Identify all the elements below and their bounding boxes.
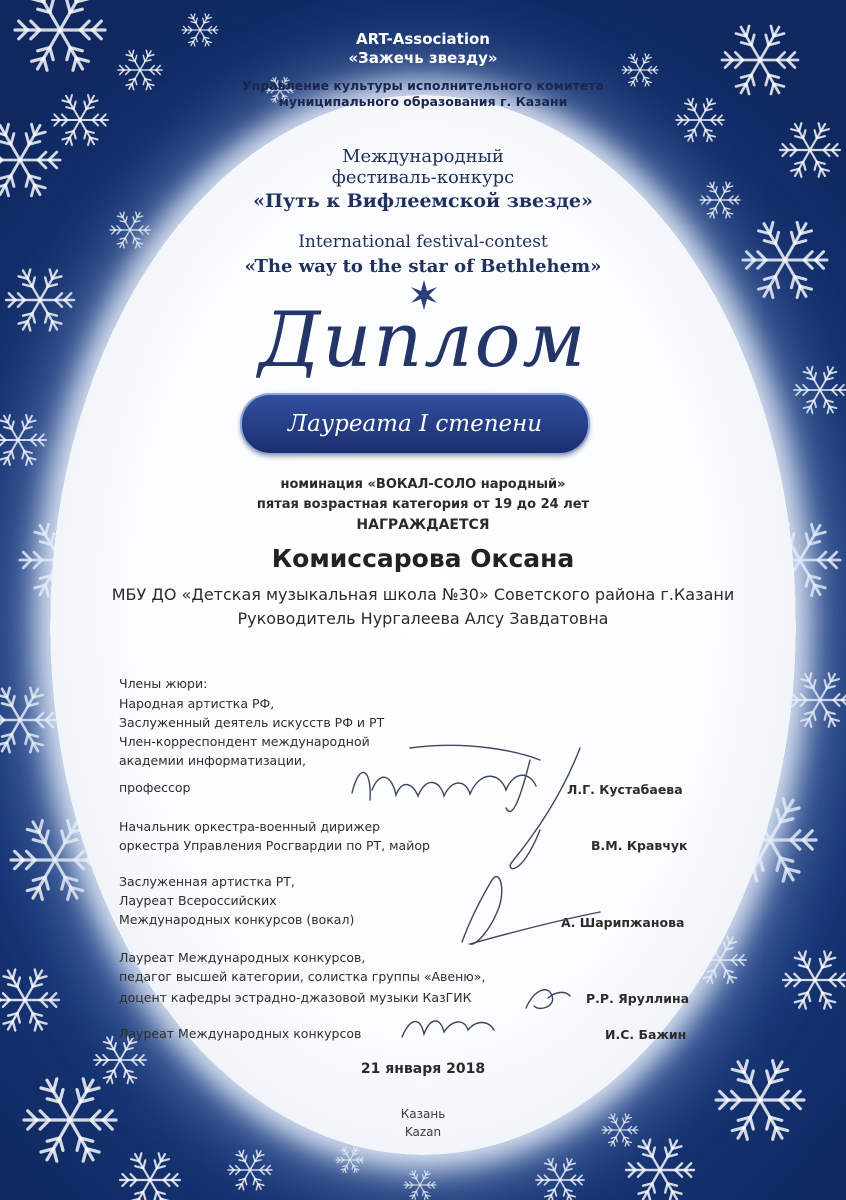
jury-member-2-line1: Начальник оркестра-военный дирижер [119,819,381,834]
school-name: МБУ ДО «Детская музыкальная школа №30» Советского района г.Казани [111,585,735,604]
degree-badge: Лауреата I степени [240,393,590,455]
jury-member-1-line2: Заслуженный деятель искусств РФ и РТ [119,715,385,730]
jury-member-1-line4: академии информатизации, [119,753,306,768]
jury-member-5-name: И.С. Бажин [605,1027,687,1042]
jury-member-4-line3: доцент кафедры эстрадно-джазовой музыки КазГИК [119,990,472,1005]
jury-member-3-line3: Международных конкурсов (вокал) [119,912,355,927]
jury-member-3-name: А. Шарипжанова [561,915,685,930]
diploma-title: Диплом [258,295,588,384]
snowflake-icon [120,1153,180,1200]
leader-name: Руководитель Нургалеева Алсу Завдатовна [237,609,609,628]
festival-en-title: «The way to the star of Bethlehem» [244,256,602,277]
jury-member-1-line3: Член-корреспондент международной [119,734,370,749]
snowflake-icon [790,673,846,727]
snowflake-icon [228,1150,272,1189]
jury-member-2-line2: оркестра Управления Росгвардии по РТ, майор [119,838,430,853]
recipient-name: Комиссарова Оксана [271,544,575,573]
festival-ru-line2: фестиваль-конкурс [331,167,515,188]
festival-en-line1: International festival-contest [298,232,548,252]
jury-member-4-name: Р.Р. Яруллина [586,991,690,1006]
snowflake-icon [0,688,56,752]
snowflake-icon [536,1159,584,1200]
awarded-label: НАГРАЖДАЕТСЯ [356,517,490,533]
jury-member-1-line1: Народная артистка РФ, [119,696,275,711]
festival-ru-title: «Путь к Вифлеемской звезде» [253,190,593,212]
jury-member-5-line1: Лауреат Международных конкурсов [119,1026,362,1041]
jury-member-4-line1: Лауреат Международных конкурсов, [119,950,366,965]
festival-ru-line1: Международный [342,146,504,167]
jury-heading: Члены жюри: [119,676,208,691]
jury-member-2-name: В.М. Кравчук [591,838,688,853]
jury-member-4-line2: педагог высшей категории, солистка группы «Авеню», [119,969,486,984]
city-en: Kazan [404,1125,442,1139]
snowflake-icon [404,1171,436,1200]
snowflake-icon [0,415,46,465]
jury-member-1-name: Л.Г. Кустабаева [567,782,683,797]
snowflake-icon [626,1140,694,1200]
age-category: пятая возрастная категория от 19 до 24 лет [256,497,590,512]
snowflake-icon [0,970,59,1031]
award-date: 21 января 2018 [360,1061,486,1077]
jury-member-1-line5: профессор [119,780,191,795]
snowflake-icon [336,1147,364,1172]
nomination: номинация «ВОКАЛ-СОЛО народный» [280,477,566,492]
dept-line-2: муниципального образования г. Казани [278,94,568,109]
snowflake-icon [783,951,846,1008]
dept-line-1: Управление культуры исполнительного комитета [242,78,604,93]
city-ru: Казань [400,1107,446,1121]
org-slogan: «Зажечь звезду» [348,49,498,67]
jury-member-3-line2: Лауреат Всероссийских [119,893,277,908]
org-name: ART-Association [356,30,490,48]
jury-member-3-line1: Заслуженная артистка РТ, [119,874,295,889]
